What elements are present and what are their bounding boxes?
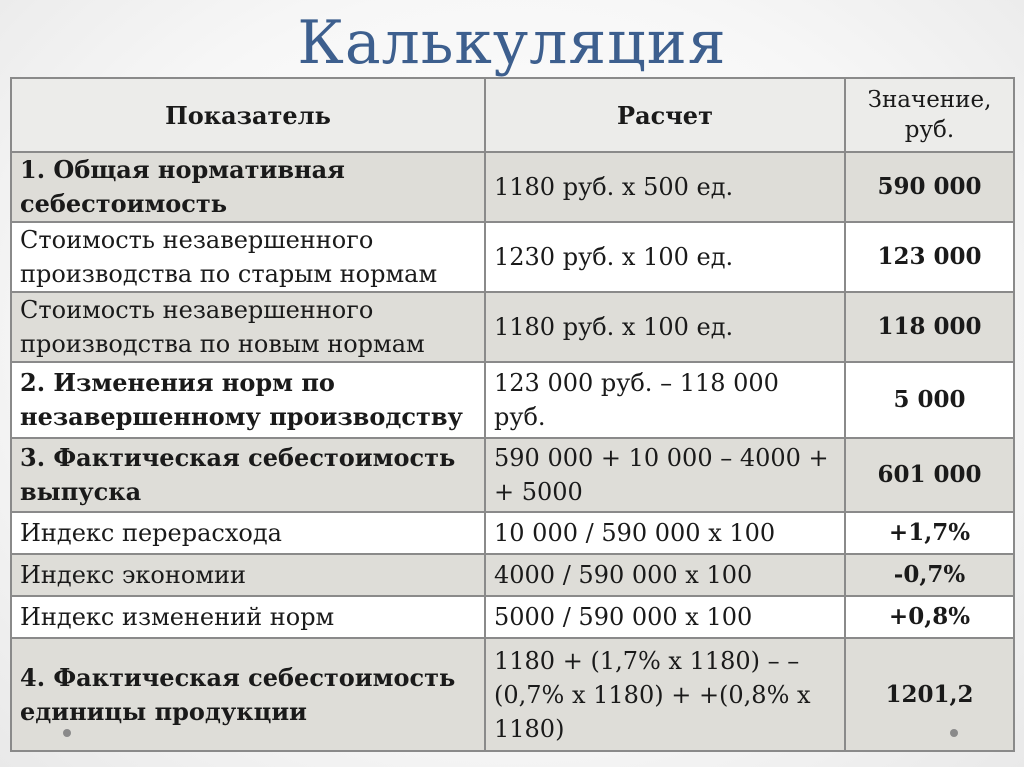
slide-bullet-dot-left bbox=[63, 729, 71, 737]
row-calculation: 1180 + (1,7% х 1180) – – (0,7% х 1180) + +(0,8% х 1180) bbox=[485, 638, 845, 751]
row-value: +0,8% bbox=[845, 596, 1014, 638]
header-calculation: Расчет bbox=[485, 78, 845, 152]
table-row bbox=[11, 596, 1014, 638]
header-value: Значение, руб. bbox=[845, 78, 1014, 152]
row-indicator: 4. Фактическая себестоимость единицы продукции bbox=[11, 638, 485, 751]
row-indicator: Индекс экономии bbox=[11, 554, 485, 596]
table-row bbox=[11, 292, 1014, 362]
header-row bbox=[11, 78, 1014, 152]
table-row bbox=[11, 438, 1014, 512]
row-calculation: 4000 / 590 000 х 100 bbox=[485, 554, 845, 596]
row-value: 118 000 bbox=[845, 292, 1014, 362]
table-row bbox=[11, 362, 1014, 438]
table-row bbox=[11, 638, 1014, 751]
table-row bbox=[11, 152, 1014, 222]
calculation-table bbox=[10, 77, 1015, 752]
row-indicator: 3. Фактическая себестоимость выпуска bbox=[11, 438, 485, 512]
row-calculation: 1230 руб. х 100 ед. bbox=[485, 222, 845, 292]
row-value: +1,7% bbox=[845, 512, 1014, 554]
row-value: 601 000 bbox=[845, 438, 1014, 512]
table-row bbox=[11, 512, 1014, 554]
header-indicator: Показатель bbox=[11, 78, 485, 152]
table-row bbox=[11, 222, 1014, 292]
row-value: 123 000 bbox=[845, 222, 1014, 292]
slide-bullet-dot-right bbox=[950, 729, 958, 737]
row-value: -0,7% bbox=[845, 554, 1014, 596]
row-calculation: 10 000 / 590 000 х 100 bbox=[485, 512, 845, 554]
row-calculation: 590 000 + 10 000 – 4000 + + 5000 bbox=[485, 438, 845, 512]
row-calculation: 123 000 руб. – 118 000 руб. bbox=[485, 362, 845, 438]
row-calculation: 5000 / 590 000 х 100 bbox=[485, 596, 845, 638]
row-calculation: 1180 руб. х 100 ед. bbox=[485, 292, 845, 362]
row-indicator: 2. Изменения норм по незавершенному производству bbox=[11, 362, 485, 438]
row-indicator: Индекс перерасхода bbox=[11, 512, 485, 554]
row-value: 5 000 bbox=[845, 362, 1014, 438]
row-value: 590 000 bbox=[845, 152, 1014, 222]
row-value: 1201,2 bbox=[845, 638, 1014, 751]
row-indicator: Стоимость незавершенного производства по старым нормам bbox=[11, 222, 485, 292]
row-indicator: 1. Общая нормативная себестоимость bbox=[11, 152, 485, 222]
row-indicator: Индекс изменений норм bbox=[11, 596, 485, 638]
row-indicator: Стоимость незавершенного производства по новым нормам bbox=[11, 292, 485, 362]
page-title: Калькуляция bbox=[297, 8, 727, 78]
table-row bbox=[11, 554, 1014, 596]
row-calculation: 1180 руб. х 500 ед. bbox=[485, 152, 845, 222]
